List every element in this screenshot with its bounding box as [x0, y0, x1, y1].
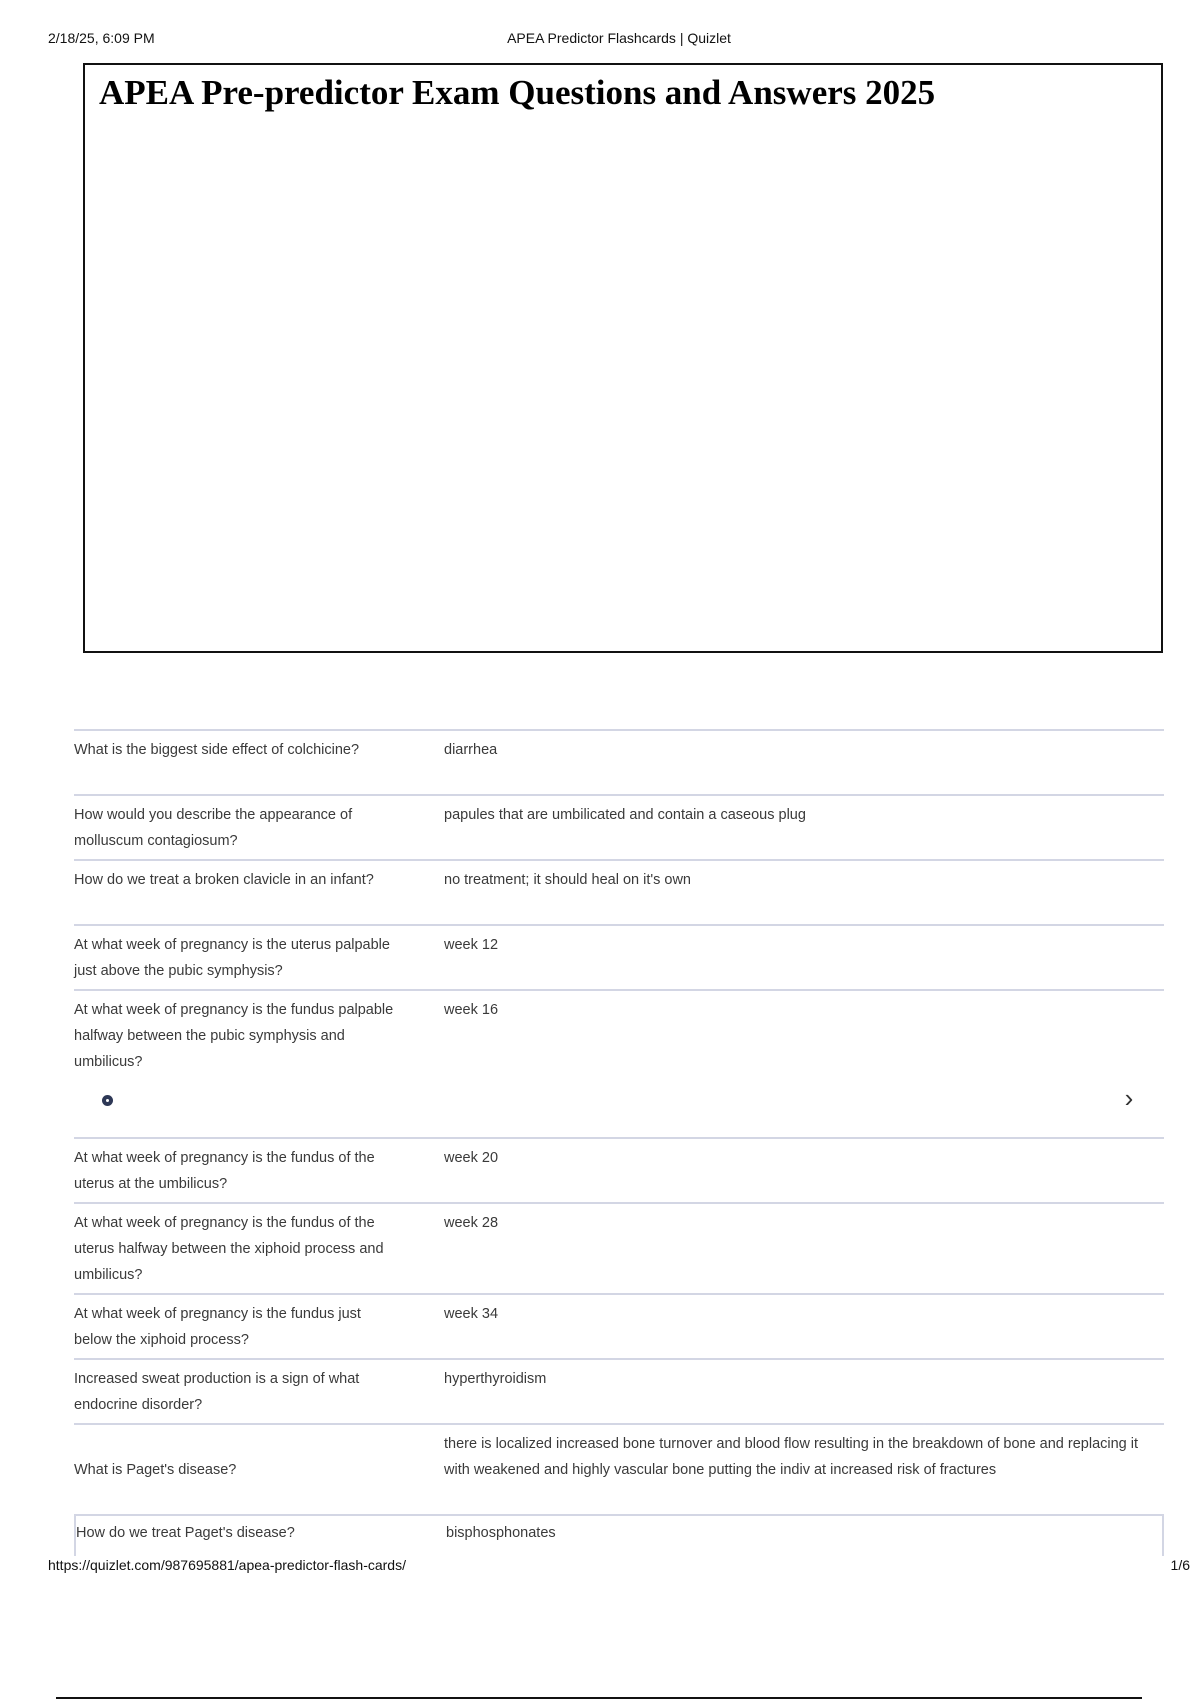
- card-term: How would you describe the appearance of molluscum contagiosum?: [74, 807, 353, 849]
- card-definition: no treatment; it should heal on it's own: [444, 872, 691, 888]
- card-row: [74, 859, 1164, 924]
- card-definition: diarrhea: [444, 742, 498, 758]
- document-title: APEA Pre-predictor Exam Questions and Answers 2025: [99, 73, 936, 112]
- card-row: [74, 794, 1164, 859]
- card-row: [74, 989, 1164, 1137]
- card-definition: week 12: [444, 937, 499, 953]
- card-definition: week 28: [444, 1215, 499, 1231]
- page-url: https://quizlet.com/987695881/apea-predictor-flash-cards/: [48, 1557, 406, 1573]
- card-row: [74, 1358, 1164, 1423]
- chevron-right-icon[interactable]: ›: [1124, 1083, 1134, 1113]
- card-definition: week 16: [444, 1002, 499, 1018]
- card-row: [74, 1137, 1164, 1202]
- dot-indicator-icon[interactable]: [102, 1095, 113, 1106]
- card-row: [74, 729, 1164, 794]
- card-definition: hyperthyroidism: [444, 1371, 547, 1387]
- flashcard-list: [74, 729, 1164, 1556]
- card-definition: week 20: [444, 1150, 499, 1166]
- card-term: Increased sweat production is a sign of what endocrine disorder?: [74, 1371, 360, 1413]
- card-term: How do we treat Paget's disease?: [76, 1525, 295, 1541]
- card-term: At what week of pregnancy is the uterus palpable just above the pubic symphysis?: [74, 937, 390, 979]
- card-term: At what week of pregnancy is the fundus palpable halfway between the pubic symphysis and umbilicus?: [74, 1002, 394, 1070]
- card-row: [74, 1293, 1164, 1358]
- card-definition: bisphosphonates: [446, 1525, 556, 1541]
- card-term: What is Paget's disease?: [74, 1462, 237, 1478]
- card-definition: papules that are umbilicated and contain a caseous plug: [444, 807, 806, 823]
- card-term: What is the biggest side effect of colchicine?: [74, 742, 360, 758]
- print-header: [48, 30, 1190, 50]
- card-definition: there is localized increased bone turnover and blood flow resulting in the breakdown of bone and replacing it with weakened and highly vascular bone putting the indiv at increased risk of fractures: [444, 1436, 1139, 1478]
- card-row: [74, 1202, 1164, 1293]
- print-date: 2/18/25, 6:09 PM: [48, 30, 155, 46]
- card-term: At what week of pregnancy is the fundus of the uterus halfway between the xiphoid process and umbilicus?: [74, 1215, 384, 1283]
- card-term: At what week of pregnancy is the fundus of the uterus at the umbilicus?: [74, 1150, 375, 1192]
- card-definition: week 34: [444, 1306, 499, 1322]
- card-row: [74, 924, 1164, 989]
- card-row: [74, 1514, 1164, 1556]
- title-box: [83, 63, 1163, 653]
- print-page-title: APEA Predictor Flashcards | Quizlet: [507, 30, 731, 46]
- card-term: At what week of pregnancy is the fundus just below the xiphoid process?: [74, 1306, 361, 1348]
- page-number: 1/6: [1170, 1557, 1190, 1573]
- card-row: [74, 1423, 1164, 1514]
- divider: [56, 1697, 1142, 1699]
- card-term: How do we treat a broken clavicle in an infant?: [74, 872, 374, 888]
